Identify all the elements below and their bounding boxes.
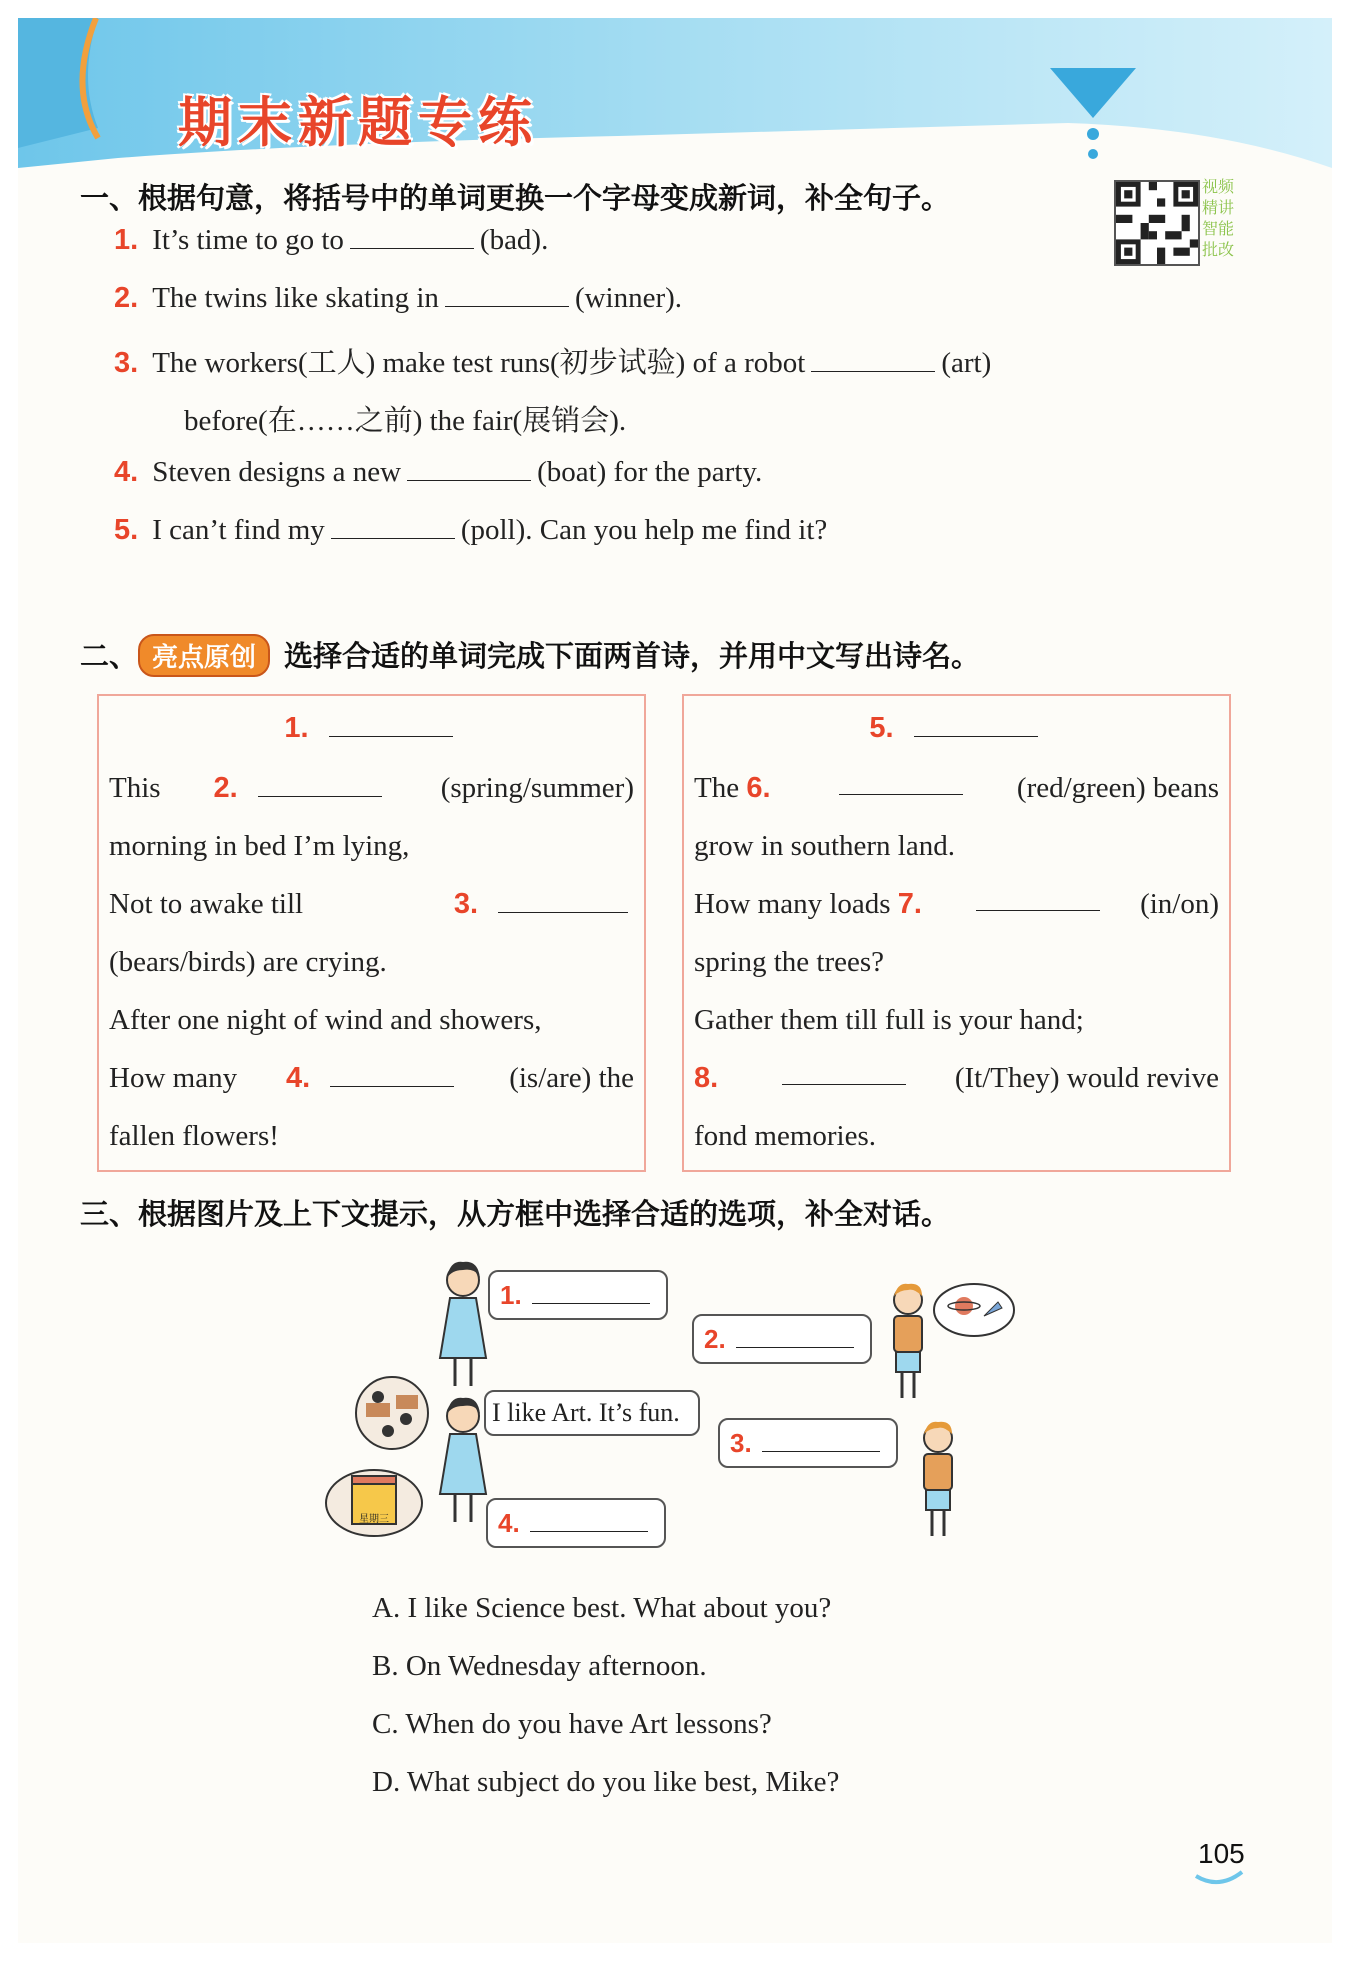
section3-heading: 三、根据图片及上下文提示，从方框中选择合适的选项，补全对话。 (80, 1197, 951, 1231)
s1-item-2 (114, 282, 682, 315)
poem-text: (in/on) (1140, 888, 1219, 920)
page-number: 105 (1198, 1838, 1245, 1869)
bubble-text: I like Art. It’s fun. (492, 1398, 680, 1427)
poem-text: (bears/birds) are crying. (109, 946, 387, 978)
section1-heading: 一、根据句意，将括号中的单词更换一个字母变成新词，补全句子。 (80, 181, 951, 215)
answer-blank[interactable] (498, 890, 628, 913)
poem-text: How many loads (694, 888, 891, 920)
page-number-swoosh-icon (1194, 1868, 1244, 1888)
s1-item-1 (114, 224, 548, 257)
answer-blank[interactable] (331, 516, 455, 539)
item-text: (bad). (479, 224, 549, 256)
option-d: D. What subject do you like best, Mike? (372, 1766, 840, 1798)
item-number: 5. (869, 712, 894, 744)
poem-box-1 (97, 694, 646, 1172)
poem-text: grow in southern land. (694, 830, 955, 862)
poem-line (694, 1062, 1219, 1095)
answer-blank[interactable] (258, 774, 382, 797)
poem-title-line (694, 712, 1219, 745)
poem-title-line (109, 712, 634, 745)
s1-item-3-cont: before(在……之前) the fair(展销会). (184, 405, 627, 437)
item-text: I can’t find my (152, 514, 325, 546)
item-number: 2. (704, 1324, 726, 1354)
calendar-label: 星期三 (359, 1514, 389, 1525)
answer-blank[interactable] (811, 349, 935, 372)
item-text: The twins like skating in (152, 282, 439, 314)
item-number: 1. (284, 712, 309, 744)
poem-line (694, 772, 1219, 805)
thought-bubble-icon (918, 1280, 1018, 1340)
header-banner (18, 18, 1332, 178)
highlight-badge: 亮点原创 (138, 634, 270, 677)
item-number: 3. (730, 1428, 752, 1458)
poem-text: (spring/summer) (440, 772, 634, 804)
poem-box-2 (682, 694, 1231, 1172)
answer-blank[interactable] (976, 888, 1100, 911)
s1-item-3 (114, 340, 991, 381)
qr-label: 视频精讲 智能批改 (1202, 177, 1235, 259)
poem-line (109, 946, 634, 979)
answer-blank[interactable] (530, 1509, 648, 1532)
item-text: (poll). Can you help me find it? (460, 514, 828, 546)
poem-line (694, 946, 1219, 979)
answer-blank[interactable] (839, 772, 963, 795)
item-text: (winner). (574, 282, 683, 314)
option-b: B. On Wednesday afternoon. (372, 1650, 707, 1682)
qr-code (1114, 180, 1200, 266)
item-number: 1. (500, 1280, 522, 1310)
poem-line (694, 1004, 1219, 1037)
calendar-icon (324, 1468, 424, 1538)
answer-blank[interactable] (330, 1064, 454, 1087)
item-text: Steven designs a new (152, 456, 402, 488)
poem-line (109, 772, 634, 805)
speech-bubble-4 (486, 1498, 666, 1548)
poem-text: Gather them till full is your hand; (694, 1004, 1084, 1036)
boy-figure-icon (908, 1418, 968, 1542)
item-number: 6. (746, 772, 771, 804)
item-number: 7. (897, 888, 922, 920)
answer-blank[interactable] (329, 714, 453, 737)
poem-text: The (694, 772, 740, 804)
item-number: 2. (114, 282, 139, 314)
poem-text: morning in bed I’m lying, (109, 830, 410, 862)
poem-text: fallen flowers! (109, 1120, 279, 1152)
poem-line (694, 888, 1219, 921)
poem-text: (red/green) beans (1016, 772, 1219, 804)
speech-bubble-said (484, 1390, 700, 1436)
section2-prefix: 二、 (80, 639, 139, 673)
poem-text: spring the trees? (694, 946, 885, 978)
answer-blank[interactable] (782, 1062, 906, 1085)
poem-text: (is/are) the (509, 1062, 634, 1094)
poem-line (109, 1120, 634, 1153)
option-a: A. I like Science best. What about you? (372, 1592, 832, 1624)
section2-text: 选择合适的单词完成下面两首诗，并用中文写出诗名。 (284, 639, 981, 673)
poem-text: (It/They) would revive (954, 1062, 1219, 1094)
answer-blank[interactable] (350, 226, 474, 249)
answer-blank[interactable] (532, 1281, 650, 1304)
section2-heading (80, 634, 980, 677)
item-text: (art) (941, 347, 992, 379)
s1-item-4 (114, 456, 762, 489)
poem-text: Not to awake till (109, 888, 304, 920)
poem-text: After one night of wind and showers, (109, 1004, 542, 1036)
qr-block (1114, 176, 1240, 272)
poem-line (109, 888, 634, 921)
poem-text: This (109, 772, 161, 804)
item-text: It’s time to go to (152, 224, 344, 256)
qr-code-icon (1116, 182, 1198, 264)
answer-blank[interactable] (445, 284, 569, 307)
classroom-scene-icon (348, 1373, 438, 1453)
item-text: (boat) for the party. (537, 456, 763, 488)
poem-text: fond memories. (694, 1120, 877, 1152)
poem-line (109, 830, 634, 863)
speech-bubble-2 (692, 1314, 872, 1364)
poem-line (109, 1004, 634, 1037)
item-number: 4. (114, 456, 139, 488)
answer-blank[interactable] (407, 458, 531, 481)
page (18, 18, 1332, 1943)
item-number: 5. (114, 514, 139, 546)
answer-blank[interactable] (762, 1429, 880, 1452)
option-c: C. When do you have Art lessons? (372, 1708, 772, 1740)
item-number: 4. (498, 1508, 520, 1538)
poem-text: How many (109, 1062, 238, 1094)
item-number: 8. (694, 1062, 719, 1094)
item-number: 2. (213, 772, 238, 804)
s1-item-5 (114, 514, 827, 547)
poem-line (109, 1062, 634, 1095)
item-number: 3. (453, 888, 478, 920)
calendar-scene (324, 1468, 424, 1538)
item-number: 1. (114, 224, 139, 256)
answer-blank[interactable] (914, 714, 1038, 737)
page-title: 期末新题专练 (178, 91, 538, 154)
speech-bubble-3 (718, 1418, 898, 1468)
item-text: The workers(工人) make test runs(初步试验) of a robot (152, 347, 806, 379)
speech-bubble-1 (488, 1270, 668, 1320)
answer-blank[interactable] (736, 1325, 854, 1348)
poem-line (694, 1120, 1219, 1153)
item-number: 4. (286, 1062, 311, 1094)
item-number: 3. (114, 347, 139, 379)
poem-line (694, 830, 1219, 863)
